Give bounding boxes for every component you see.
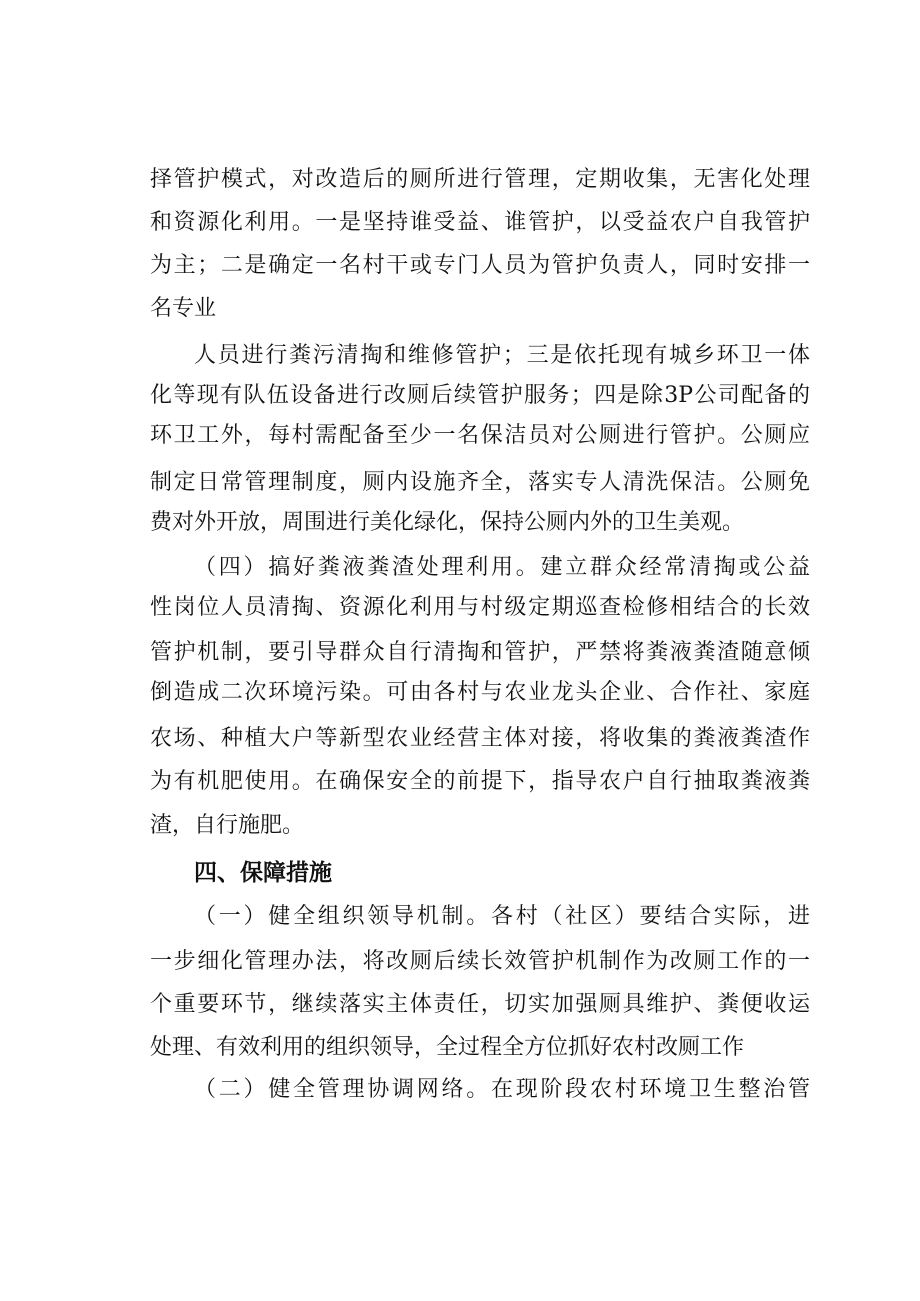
body-text-line: 制定日常管理制度，厕内设施齐全，落实专人清洗保洁。公厕免 [150, 470, 810, 495]
body-text-line: 环卫工外，每村需配备至少一名保洁员对公厕进行管护。公厕应 [150, 423, 810, 448]
body-text-line: 一步细化管理办法，将改厕后续长效管护机制作为改厕工作的一 [150, 949, 810, 974]
body-text-line: 人员进行粪污清掏和维修管护；三是依托现有城乡环卫一体 [194, 343, 810, 368]
body-text-line: 处理、有效利用的组织领导，全过程全方位抓好农村改厕工作 [150, 1035, 745, 1060]
body-text-line: 为主；二是确定一名村干或专门人员为管护负责人，同时安排一 [150, 253, 810, 278]
body-text-line: 择管护模式，对改造后的厕所进行管理，定期收集，无害化处理 [150, 167, 810, 192]
body-text-line: （四）搞好粪液粪渣处理利用。建立群众经常清掏或公益 [194, 555, 810, 580]
body-text-line: 名专业 [150, 296, 217, 321]
body-text-line: 渣，自行施肥。 [150, 813, 305, 838]
section-heading: 四、保障措施 [194, 860, 332, 886]
body-text-line: 和资源化利用。一是坚持谁受益、谁管护，以受益农户自我管护 [150, 210, 810, 235]
body-text-line: （二）健全管理协调网络。在现阶段农村环境卫生整治管 [194, 1077, 810, 1102]
body-text-line: 化等现有队伍设备进行改厕后续管护服务；四是除3P公司配备的 [150, 383, 810, 408]
body-text-line: 倒造成二次环境污染。可由各村与农业龙头企业、合作社、家庭 [150, 680, 810, 705]
body-text-line: （一）健全组织领导机制。各村（社区）要结合实际，进 [194, 904, 810, 929]
body-text-line: 农场、种植大户等新型农业经营主体对接，将收集的粪液粪渣作 [150, 726, 810, 751]
body-text-line: 个重要环节，继续落实主体责任，切实加强厕具维护、粪便收运 [150, 992, 810, 1017]
body-text-line: 性岗位人员清掏、资源化利用与村级定期巡查检修相结合的长效 [150, 595, 810, 620]
body-text-line: 管护机制，要引导群众自行清掏和管护，严禁将粪液粪渣随意倾 [150, 640, 810, 665]
body-text-line: 为有机肥使用。在确保安全的前提下，指导农户自行抽取粪液粪 [150, 769, 810, 794]
body-text-line: 费对外开放，周围进行美化绿化，保持公厕内外的卫生美观。 [150, 510, 745, 535]
